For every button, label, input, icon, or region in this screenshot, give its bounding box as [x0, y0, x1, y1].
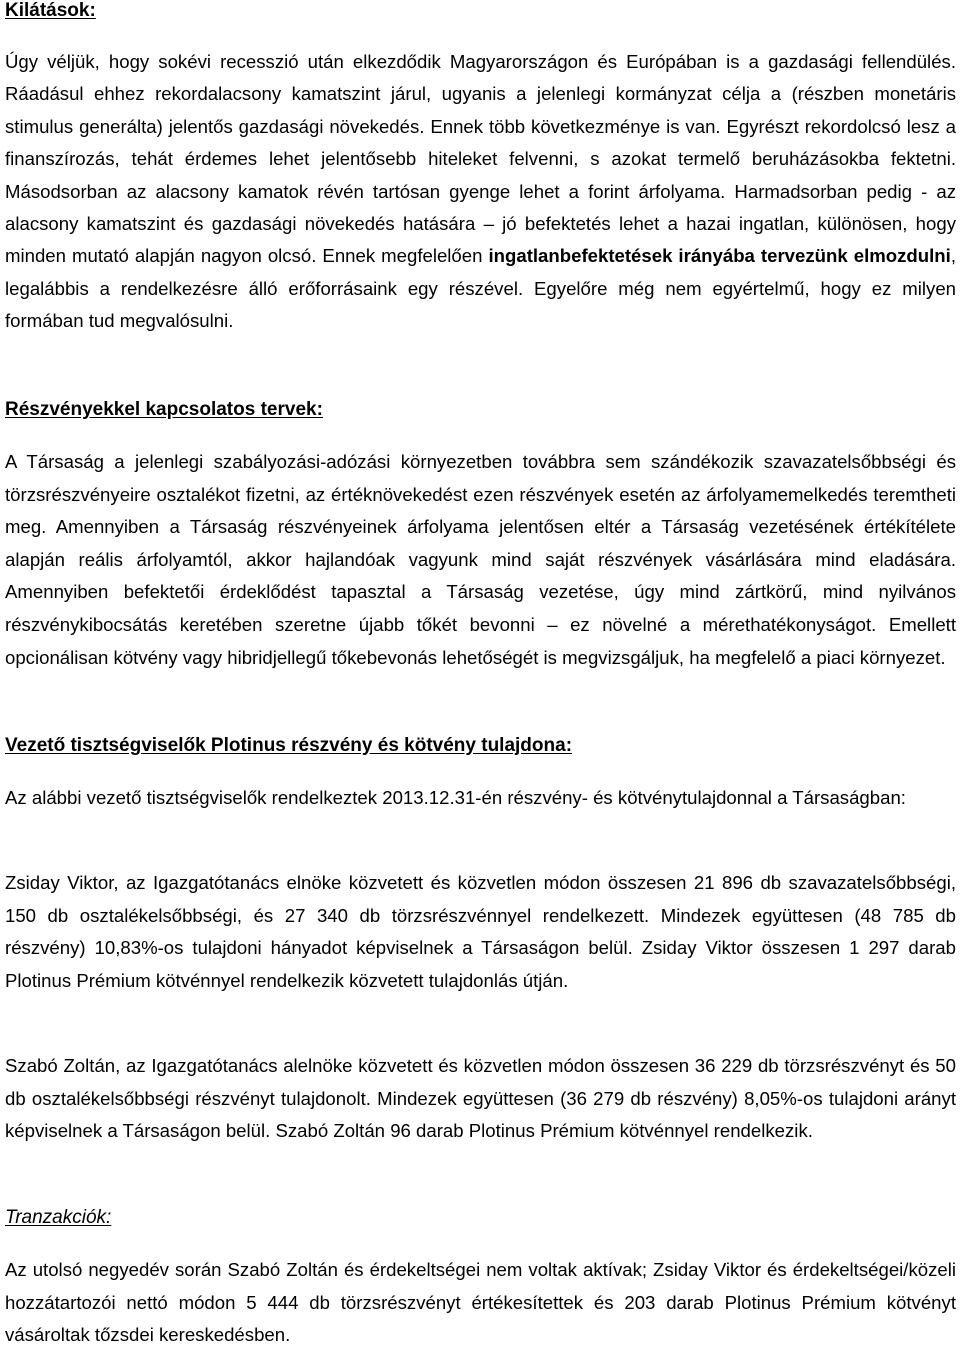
- heading-reszvenyek: Részvényekkel kapcsolatos tervek:: [5, 399, 323, 420]
- heading-kilatasok: Kilátások:: [5, 0, 96, 21]
- paragraph-zsiday-viktor: Zsiday Viktor, az Igazgatótanács elnöke közvetett és közvetlen módon összesen 21 896 db szavazatelsőbbségi, 150 db osztalékelsőbbségi, és 27 340 db törzsrészvénnyel rendelkezett. Mindezek együttesen (48 785 db részvény) 10,83%-os tulajdoni hányadot képviselnek a Társaságon belül. Zsiday Viktor összesen 1 297 darab Plotinus Prémium kötvénnyel rendelkezik közvetett tulajdonlás útján.: [5, 872, 956, 991]
- paragraph-kilatasok: [5, 46, 956, 338]
- paragraph-reszvenyek: A Társaság a jelenlegi szabályozási-adózási környezetben továbbra sem szándékozik szavazatelsőbbségi és törzsrészvényeire osztalékot fizetni, az értéknövekedést ezen részvények esetén az árfolyamemelkedés teremtheti meg. Amennyiben a Társaság részvényeinek árfolyama jelentősen eltér a Társaság vezetésének értékítélete alapján reális árfolyamtól, akkor hajlandóak vagyunk mind saját részvények vásárlására mind eladására. Amennyiben befektetői érdeklődést tapasztal a Társaság vezetése, úgy mind zártkörű, mind nyilvános részvénykibocsátás keretében szeretne újabb tőkét bevonni – ez növelné a mérethatékonyságot. Emellett opcionálisan kötvény vagy hibridjellegű tőkebevonás lehetőségét is megvizsgáljuk, ha megfelelő a piaci környezet.: [5, 451, 956, 668]
- kilatasok-text-part-1: Úgy véljük, hogy sokévi recesszió után elkezdődik Magyarországon és Európában is a gazdasági fellendülés. Ráadásul ehhez rekordalacsony kamatszint járul, ugyanis a jelenlegi kormányzat célja a (részben monetáris stimulus generálta) jelentős gazdasági növekedés. Ennek több következménye is van. Egyrészt rekordolcsó lesz a finanszírozás, tehát érdemes lehet jelentősebb hiteleket felvenni, s azokat termelő beruházásokba fektetni. Másodsorban az alacsony kamatok révén tartósan gyenge lehet a forint árfolyama. Harmadsorban pedig - az alacsony kamatszint és gazdasági növekedés hatására – jó befektetés lehet a hazai ingatlan, különösen, hogy minden mutató alapján nagyon olcsó. Ennek megfelelően: [5, 51, 956, 267]
- heading-vezeto-tisztsegviselok: Vezető tisztségviselők Plotinus részvény és kötvény tulajdona:: [5, 735, 573, 756]
- paragraph-szabo-zoltan: Szabó Zoltán, az Igazgatótanács alelnöke közvetett és közvetlen módon összesen 36 229 db törzsrészvényt és 50 db osztalékelsőbbségi részvényt tulajdonolt. Mindezek együttesen (36 279 db részvény) 8,05%-os tulajdoni arányt képviselnek a Társaságon belül. Szabó Zoltán 96 darab Plotinus Prémium kötvénnyel rendelkezik.: [5, 1055, 956, 1142]
- paragraph-vezeto-intro: Az alábbi vezető tisztségviselők rendelkeztek 2013.12.31-én részvény- és kötvénytulajdonnal a Társaságban:: [5, 787, 906, 808]
- paragraph-tranzakciok: Az utolsó negyedév során Szabó Zoltán és érdekeltségei nem voltak aktívak; Zsiday Viktor és érdekeltségei/közeli hozzátartozói nettó módon 5 444 db törzsrészvényt értékesítettek és 203 darab Plotinus Prémium kötvényt vásároltak tőzsdei kereskedésben.: [5, 1259, 956, 1346]
- kilatasok-bold-phrase: ingatlanbefektetések irányába tervezünk elmozdulni: [488, 245, 951, 267]
- kilatasok-text-part-2: , legalábbis a rendelkezésre álló erőforrásaink egy részével. Egyelőre még nem egyértelmű, hogy ez milyen formában tud megvalósulni.: [5, 245, 956, 332]
- heading-tranzakciok: Tranzakciók:: [5, 1207, 112, 1228]
